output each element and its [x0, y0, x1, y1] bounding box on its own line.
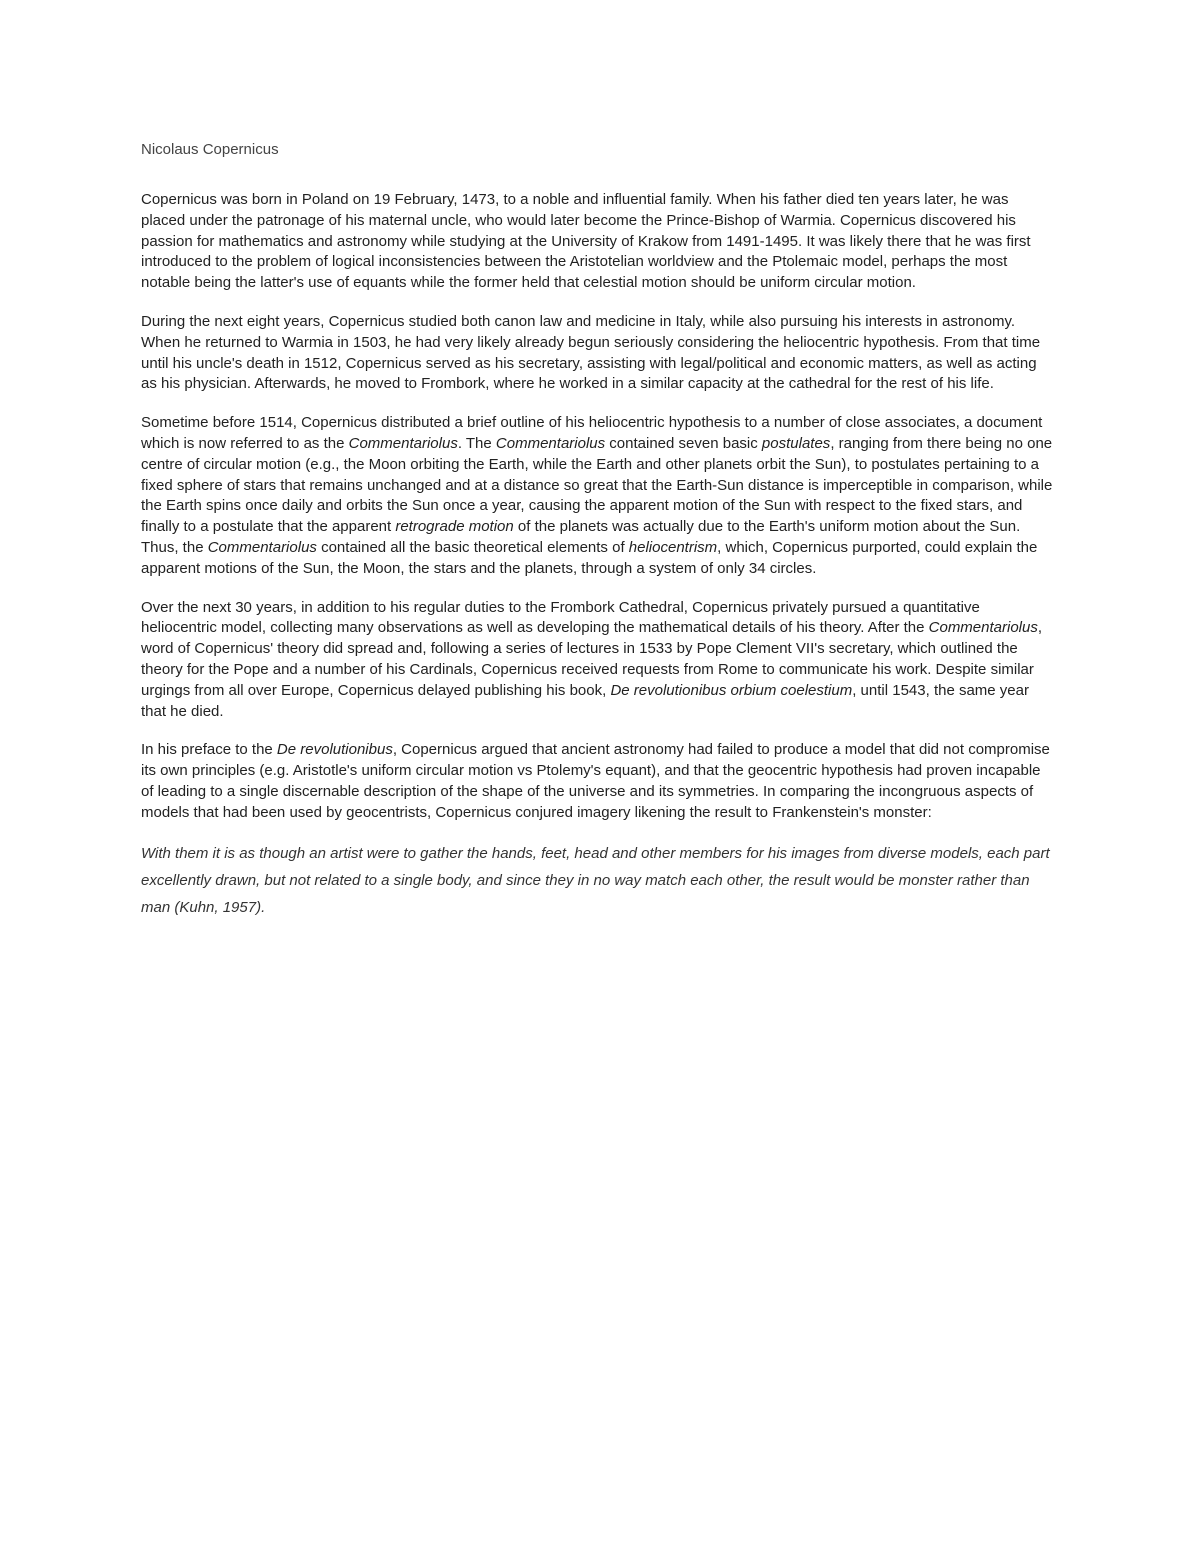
- body-paragraph: [141, 598, 1056, 723]
- paragraph-text: contained all the basic theoretical elements of: [316, 538, 629, 556]
- paragraph-text: In his preface to the: [141, 741, 277, 759]
- paragraph-text: Sometime before 1514, Copernicus distributed a brief outline of his heliocentric hypothesis to a number of close associates, a document which is now referred to as the: [141, 414, 1043, 452]
- italic-term: Commentariolus: [348, 434, 458, 452]
- body-paragraph: [141, 190, 1056, 294]
- document-body: [141, 190, 1056, 824]
- italic-term: Commentariolus: [928, 619, 1038, 637]
- italic-term: Commentariolus: [495, 434, 606, 452]
- paragraph-text: contained seven basic: [605, 434, 762, 452]
- italic-term: De revolutionibus: [276, 741, 393, 759]
- paragraph-text: During the next eight years, Copernicus studied both canon law and medicine in Italy, while also pursuing his interests in astronomy. When he returned to Warmia in 1503, he had very likely already begun seriously considering the heliocentric hypothesis. From that time until his uncle's death in 1512, Copernicus served as his secretary, assisting with legal/political and economic matters, as well as acting as his physician. Afterwards, he moved to Frombork, where he worked in a similar capacity at the cathedral for the rest of his life.: [141, 312, 1041, 393]
- italic-term: Commentariolus: [207, 538, 317, 556]
- italic-term: heliocentrism: [628, 538, 718, 556]
- paragraph-text: , which, Copernicus purported, could explain the apparent motions of the Sun, the Moon, the stars and the planets, through a system of only 34 circles.: [141, 538, 1038, 577]
- paragraph-text: . The: [457, 434, 496, 452]
- paragraph-text: , word of Copernicus' theory did spread and, following a series of lectures in 1533 by Pope Clement VII's secretary, which outlined the theory for the Pope and a number of his Cardinals, Copernicus received requests from Rome to communicate his work. Despite similar urgings from all over Europe, Copernicus delayed publishing his book,: [141, 619, 1043, 699]
- body-paragraph: [141, 312, 1056, 395]
- italic-term: De revolutionibus orbium coelestium: [610, 681, 853, 699]
- body-paragraph: [141, 413, 1056, 579]
- paragraph-text: Over the next 30 years, in addition to his regular duties to the Frombork Cathedral, Copernicus privately pursued a quantitative heliocentric model, collecting many observations as well as developing the mathematical details of his theory. After the: [141, 598, 980, 637]
- block-quote: With them it is as though an artist were to gather the hands, feet, head and other members for his images from diverse models, each part excellently drawn, but not related to a single body, and since they in no way match each other, the result would be monster rather than man (Kuhn, 1957).: [141, 844, 1050, 916]
- italic-term: postulates: [761, 434, 831, 452]
- document-page: [141, 140, 1056, 921]
- paragraph-text: of the planets was actually due to the Earth's uniform motion about the Sun. Thus, the: [141, 518, 1021, 556]
- paragraph-text: , Copernicus argued that ancient astronomy had failed to produce a model that did not compromise its own principles (e.g. Aristotle's uniform circular motion vs Ptolemy's equant), and that the geocentric hypothesis had proven incapable of leading to a single discernable description of the shape of the universe and its symmetries. In comparing the incongruous aspects of models that had been used by geocentrists, Copernicus conjured imagery likening the result to Frankenstein's monster:: [141, 741, 1050, 821]
- paragraph-text: , until 1543, the same year that he died.: [141, 681, 1029, 720]
- document-title: Nicolaus Copernicus: [141, 141, 279, 158]
- italic-term: retrograde motion: [395, 518, 514, 536]
- paragraph-text: , ranging from there being no one centre of circular motion (e.g., the Moon orbiting the Earth, while the Earth and other planets orbit the Sun), to postulates pertaining to a fixed sphere of stars that remains unchanged and at a distance so great that the Earth-Sun distance is imperceptible in comparison, while the Earth spins once daily and orbits the Sun once a year, causing the apparent motion of the Sun with respect to the fixed stars, and finally to a postulate that the apparent: [141, 434, 1053, 536]
- body-paragraph: [141, 740, 1056, 823]
- paragraph-text: Copernicus was born in Poland on 19 February, 1473, to a noble and influential family. When his father died ten years later, he was placed under the patronage of his maternal uncle, who would later become the Prince-Bishop of Warmia. Copernicus discovered his passion for mathematics and astronomy while studying at the University of Krakow from 1491-1495. It was likely there that he was first introduced to the problem of logical inconsistencies between the Aristotelian worldview and the Ptolemaic model, perhaps the most notable being the latter's use of equants while the former held that celestial motion should be uniform circular motion.: [141, 191, 1031, 292]
